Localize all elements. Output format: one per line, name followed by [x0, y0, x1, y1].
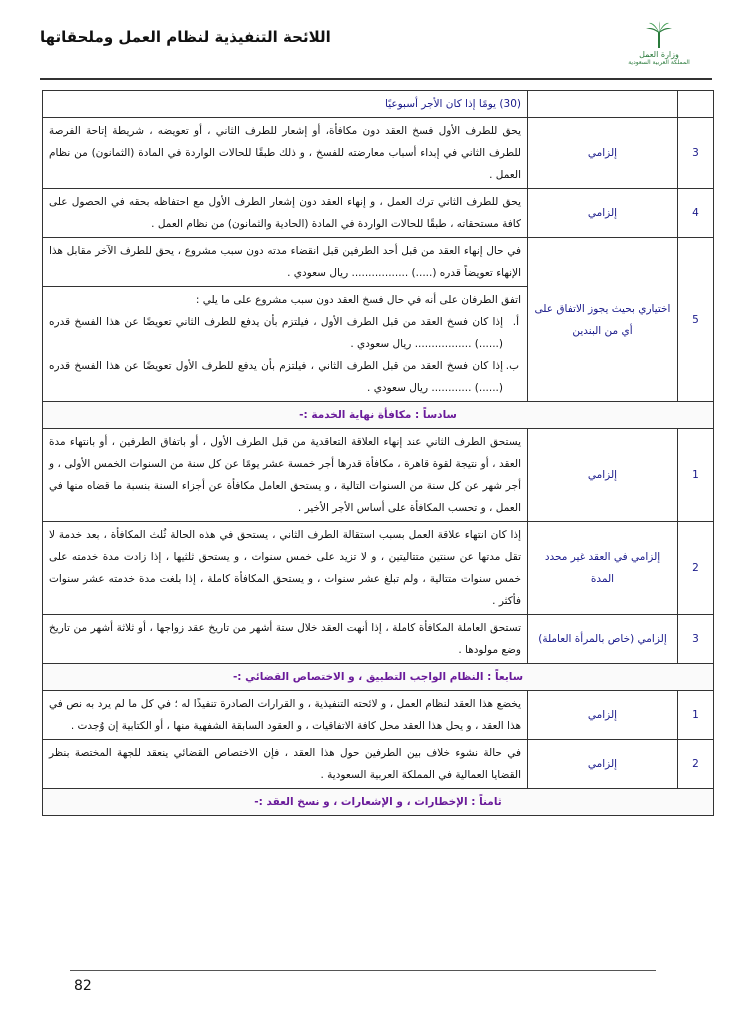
type-cell: إلزامي: [528, 691, 678, 740]
text-cell: (30) يومًا إذا كان الأجر أسبوعيًا: [43, 91, 528, 118]
option-a-text: إذا كان فسخ العقد من قبل الطرف الأول ، فيلتزم بأن يدفع للطرف الثاني تعويضًا عن هذا الفسخ قدره (......) ................. ريال سعودي .: [49, 316, 503, 350]
section-heading: سادساً : مكافأة نهاية الخدمة :-: [43, 402, 714, 429]
type-cell: إلزامي: [528, 429, 678, 522]
logo-text: وزارة العمل: [639, 50, 679, 59]
table-row: [43, 118, 714, 189]
list-item: [49, 311, 519, 355]
table-row: [43, 189, 714, 238]
section-row: [43, 664, 714, 691]
row-number-cell: 5: [678, 238, 714, 402]
type-cell: [528, 91, 678, 118]
row-number-cell: 3: [678, 615, 714, 664]
table-row: [43, 91, 714, 118]
type-cell: إلزامي: [528, 189, 678, 238]
row-number-cell: 3: [678, 118, 714, 189]
table-row: [43, 615, 714, 664]
table-row: [43, 429, 714, 522]
options-intro: اتفق الطرفان على أنه في حال فسخ العقد دون سبب مشروع على ما يلي :: [195, 294, 521, 306]
row-number-cell: 1: [678, 691, 714, 740]
text-cell: تستحق العاملة المكافأة كاملة ، إذا أنهت العقد خلال ستة أشهر من تاريخ عقد زواجها ، أو ثلاثة أشهر من تاريخ وضع مولودها .: [43, 615, 528, 664]
table-row: [43, 691, 714, 740]
section-heading: سابعاً : النظام الواجب التطبيق ، و الاختصاص القضائي :-: [43, 664, 714, 691]
options-list: [49, 311, 521, 399]
type-cell: اختياري بحيث يجوز الاتفاق على أي من البندين: [528, 238, 678, 402]
list-item: [49, 355, 519, 399]
row-number-cell: 2: [678, 740, 714, 789]
table-row: [43, 522, 714, 615]
header-divider: [40, 78, 712, 80]
row-number-cell: 2: [678, 522, 714, 615]
text-cell: يخضع هذا العقد لنظام العمل ، و لائحته التنفيذية ، و القرارات الصادرة تنفيذًا له ؛ في كل ما لم يرد به نص في هذا العقد ، و يحل هذا العقد محل كافة الاتفاقيات ، و العقود السابقة الشفهية منها ، أو الكتابية إن وُجدت .: [43, 691, 528, 740]
option-b-text: إذا كان فسخ العقد من قبل الطرف الثاني ، فيلتزم بأن يدفع للطرف الأول تعويضًا عن هذا الفسخ قدره (......) ............ ريال سعودي .: [49, 360, 503, 394]
list-marker: أ.: [512, 316, 519, 328]
row-number-cell: [678, 91, 714, 118]
logo-subtext: المملكة العربية السعودية: [628, 59, 690, 66]
text-cell: إذا كان انتهاء علاقة العمل بسبب استقالة الطرف الثاني ، يستحق في هذه الحالة ثُلث المكافأة ، بعد خدمة لا تقل مدتها عن سنتين متتاليتين ، و لا تزيد على خمس سنوات ، و يستحق ثلثيها ، إذا زادت مدة خدمته على خمس سنوات متتالية ، ولم تبلغ عشر سنوات ، و يستحق المكافأة كاملة ، إذا بلغت مدة خدمته عشر سنوات فأكثر .: [43, 522, 528, 615]
list-marker: ب.: [505, 360, 519, 372]
section-row: [43, 789, 714, 816]
text-cell: في حالة نشوء خلاف بين الطرفين حول هذا العقد ، فإن الاختصاص القضائي ينعقد للجهة المختصة بنظر القضايا العمالية في المملكة العربية السعودية .: [43, 740, 528, 789]
ministry-logo: [624, 20, 694, 72]
text-cell-options: [43, 287, 528, 402]
text-cell: يحق للطرف الثاني ترك العمل ، و إنهاء العقد دون إشعار الطرف الأول مع احتفاظه بحقه في الحصول على كافة مستحقاته ، طبقًا للحالات الواردة في المادة (الحادية والثمانون) من نظام العمل .: [43, 189, 528, 238]
page-number: 82: [74, 978, 92, 994]
document-title: اللائحة التنفيذية لنظام العمل وملحقاتها: [40, 28, 331, 46]
text-cell: في حال إنهاء العقد من قبل أحد الطرفين قبل انقضاء مدته دون سبب مشروع ، يحق للطرف الآخر مقابل هذا الإنهاء تعويضاً قدره (.....) ................. ريال سعودي .: [43, 238, 528, 287]
type-cell: إلزامي: [528, 740, 678, 789]
type-cell: إلزامي: [528, 118, 678, 189]
section-heading: ثامناً : الإخطارات ، و الإشعارات ، و نسخ العقد :-: [43, 789, 714, 816]
section-row: [43, 402, 714, 429]
row-number-cell: 1: [678, 429, 714, 522]
table-row: [43, 740, 714, 789]
contract-table: [42, 90, 714, 816]
row-number-cell: 4: [678, 189, 714, 238]
text-cell: يستحق الطرف الثاني عند إنهاء العلاقة التعاقدية من قبل الطرف الأول ، أو باتفاق الطرفين ، أو بانتهاء مدة العقد ، أو نتيجة لقوة قاهرة ، مكافأة قدرها أجر خمسة عشر يومًا عن كل سنة من السنوات الخمس الأولى ، و أجر شهر عن كل سنة من السنوات التالية ، و يستحق العامل مكافأة عن أجزاء السنة بنسبة ما قضاه منها في العمل ، و تحسب المكافأة على أساس الأجر الأخير .: [43, 429, 528, 522]
type-cell: إلزامي (خاص بالمرأة العاملة): [528, 615, 678, 664]
footer-divider: [70, 970, 656, 971]
type-cell: إلزامي في العقد غير محدد المدة: [528, 522, 678, 615]
text-cell: يحق للطرف الأول فسخ العقد دون مكافأة، أو إشعار للطرف الثاني ، أو تعويضه ، شريطة إتاحة الفرصة للطرف الثاني في إبداء أسباب معارضته للفسخ ، و ذلك طبقًا للحالات الواردة في المادة (الثمانون) من نظام العمل .: [43, 118, 528, 189]
palm-tree-icon: [644, 20, 674, 50]
table-row: [43, 238, 714, 287]
